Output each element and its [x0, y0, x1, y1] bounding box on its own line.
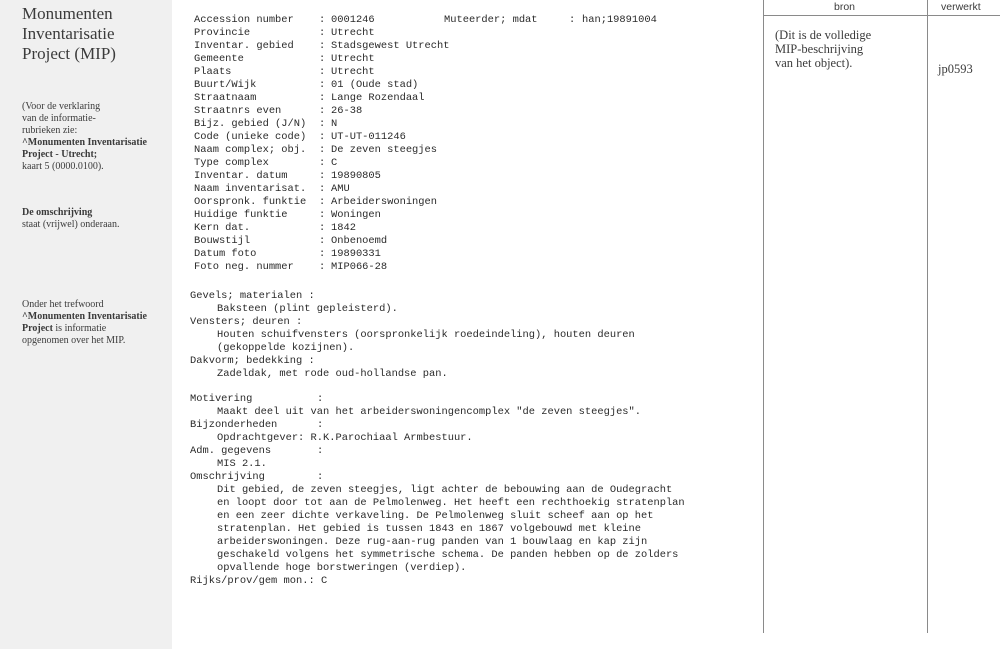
field-colon: : [319, 144, 326, 156]
field-colon: : [319, 79, 326, 91]
field-label: Oorspronk. funktie [194, 196, 307, 208]
field-value: 0001246 [331, 14, 375, 26]
field-colon: : [319, 14, 326, 26]
rijks-value: C [320, 575, 328, 587]
field-colon: : [319, 222, 326, 234]
record-row [188, 66, 758, 79]
field-label: Accession number [194, 14, 294, 26]
note-line: rubrieken zie: [22, 125, 78, 136]
field-value: Utrecht [331, 27, 375, 39]
note-line: staat (vrijwel) onderaan. [22, 219, 120, 230]
bron-line: van het object). [775, 56, 853, 70]
mutation-value: han;19891004 [582, 14, 657, 26]
field-label: Plaats [194, 66, 232, 78]
gevels-label: Gevels; materialen : [190, 290, 315, 302]
dak-label: Dakvorm; bedekking : [190, 355, 315, 367]
record-row [188, 92, 758, 105]
record-row [188, 261, 758, 274]
field-colon: : [319, 105, 326, 117]
vensters-label: Vensters; deuren : [190, 316, 303, 328]
note-line: Onder het trefwoord [22, 299, 104, 310]
bijzonderheden-label: Bijzonderheden : [190, 419, 324, 431]
field-value: AMU [331, 183, 350, 195]
note-omschrijving [22, 207, 172, 231]
field-label: Datum foto [194, 248, 257, 260]
field-value: Lange Rozendaal [331, 92, 425, 104]
mutation-label: Muteerder; mdat [444, 14, 538, 26]
title-line: Monumenten [22, 4, 113, 23]
record-row [188, 40, 758, 53]
title-line: Project (MIP) [22, 44, 116, 63]
omschrijving-label: Omschrijving : [190, 471, 324, 483]
dak-value: Zadeldak, met rode oud-hollandse pan. [217, 368, 448, 380]
record-row [188, 53, 758, 66]
field-label: Inventar. gebied [194, 40, 294, 52]
note-bold: ^Monumenten Inventarisatie [22, 137, 147, 148]
record-row [188, 144, 758, 157]
omschrijving-line: arbeiderswoningen. Deze rug-aan-rug panden van 1 bouwlaag en kap zijn [217, 536, 648, 548]
field-label: Buurt/Wijk [194, 79, 257, 91]
record-row [188, 170, 758, 183]
field-value: Utrecht [331, 66, 375, 78]
field-value: 19890805 [331, 170, 381, 182]
field-label: Code (unieke code) [194, 131, 307, 143]
field-value: Arbeiderswoningen [331, 196, 438, 208]
field-value: MIP066-28 [331, 261, 388, 273]
field-label: Bouwstijl [194, 235, 251, 247]
field-value: 1842 [331, 222, 356, 234]
field-label: Straatnrs even [194, 105, 282, 117]
field-value: Onbenoemd [331, 235, 388, 247]
field-value: 19890331 [331, 248, 381, 260]
field-colon: : [319, 170, 326, 182]
field-colon: : [319, 53, 326, 65]
vensters-value: Houten schuifvensters (oorspronkelijk roedeindeling), houten deuren [217, 329, 635, 341]
field-value: Utrecht [331, 53, 375, 65]
note-bold: Project - Utrecht; [22, 149, 98, 160]
omschrijving-line: en loopt door tot aan de Pelmolenweg. Het heeft een rechthoekig stratenplan [217, 497, 685, 509]
record-row [188, 79, 758, 92]
record-row [188, 118, 758, 131]
field-colon: : [319, 196, 326, 208]
field-value: UT-UT-011246 [331, 131, 406, 143]
note-line: opgenomen over het MIP. [22, 335, 126, 346]
verwerkt-header: verwerkt [941, 1, 981, 13]
bron-header: bron [834, 1, 856, 13]
omschrijving-line: geschakeld volgens het symmetrische schema. De panden hebben op de zolders [217, 549, 679, 561]
field-value: N [331, 118, 338, 130]
note-line: van de informatie- [22, 113, 96, 124]
field-colon: : [319, 248, 326, 260]
field-label: Bijz. gebied (J/N) [194, 118, 307, 130]
bijzonderheden-value: Opdrachtgever: R.K.Parochiaal Armbestuur. [217, 432, 473, 444]
record-row [188, 183, 758, 196]
field-label: Inventar. datum [194, 170, 288, 182]
field-value: C [331, 157, 338, 169]
record-fields [188, 14, 758, 274]
field-colon: : [319, 92, 326, 104]
adm-gegevens-label: Adm. gegevens : [190, 445, 324, 457]
note-bold: ^Monumenten Inventarisatie [22, 311, 147, 322]
motivering-label: Motivering : [190, 393, 324, 405]
details-section [190, 393, 685, 588]
materials-section [190, 290, 635, 381]
gevels-value: Baksteen (plint gepleisterd). [217, 303, 398, 315]
record-row [188, 131, 758, 144]
record-row [188, 196, 758, 209]
bron-line: (Dit is de volledige [775, 28, 872, 42]
field-colon: : [319, 183, 326, 195]
field-label: Huidige funktie [194, 209, 288, 221]
record-row [188, 14, 758, 27]
motivering-value: Maakt deel uit van het arbeiderswoningencomplex "de zeven steegjes". [217, 406, 642, 418]
adm-gegevens-value: MIS 2.1. [217, 458, 267, 470]
field-colon: : [319, 66, 326, 78]
bron-line: MIP-beschrijving [775, 42, 864, 56]
field-colon: : [319, 261, 326, 273]
field-label: Type complex [194, 157, 269, 169]
omschrijving-line: stratenplan. Het gebied is tussen 1843 en 1867 volgebouwd met kleine [217, 523, 642, 535]
rijks-label: Rijks/prov/gem mon.: C [190, 575, 328, 587]
record-row [188, 27, 758, 40]
field-value: 26-38 [331, 105, 363, 117]
record-row [188, 248, 758, 261]
omschrijving-line: Dit gebied, de zeven steegjes, ligt achter de bebouwing aan de Oudegracht [217, 484, 673, 496]
omschrijving-line: en een zeer dichte verkaveling. De Pelmolenweg sluit scheef aan op het [217, 510, 654, 522]
record-row [188, 105, 758, 118]
note-bold: De omschrijving [22, 207, 93, 218]
record-row [188, 235, 758, 248]
verwerkt-text: jp0593 [938, 62, 973, 76]
note-line: kaart 5 (0000.0100). [22, 161, 104, 172]
field-label: Straatnaam [194, 92, 257, 104]
field-colon: : [319, 209, 326, 221]
field-value: Stadsgewest Utrecht [331, 40, 450, 52]
record-row [188, 209, 758, 222]
note-inline: is informatie [52, 323, 107, 334]
title-line: Inventarisatie [22, 24, 115, 43]
note-informatie-rubrieken [22, 101, 172, 173]
column-divider-bron [763, 0, 764, 633]
field-colon: : [319, 157, 326, 169]
field-value: Woningen [331, 209, 381, 221]
omschrijving-line: opvallende hoge borstweringen (verdiep). [217, 562, 467, 574]
record-row [188, 222, 758, 235]
field-colon: : [319, 235, 326, 247]
field-label: Naam complex; obj. [194, 144, 307, 156]
field-value: De zeven steegjes [331, 144, 438, 156]
note-trefwoord [22, 299, 172, 347]
note-bold: Project [22, 323, 53, 334]
field-colon: : [319, 27, 326, 39]
field-colon: : [319, 118, 326, 130]
mutation-colon: : [569, 14, 576, 26]
header-rule [763, 15, 1000, 16]
field-label: Kern dat. [194, 222, 251, 234]
note-line: (Voor de verklaring [22, 101, 101, 112]
bron-text [775, 28, 925, 70]
field-value: 01 (Oude stad) [331, 79, 419, 91]
field-colon: : [319, 40, 326, 52]
field-label: Foto neg. nummer [194, 261, 294, 273]
column-divider-verwerkt [927, 0, 928, 633]
vensters-value: (gekoppelde kozijnen). [217, 342, 355, 354]
field-label: Gemeente [194, 53, 244, 65]
sidebar-title [22, 4, 172, 64]
record-row [188, 157, 758, 170]
field-label: Naam inventarisat. [194, 183, 307, 195]
field-label: Provincie [194, 27, 251, 39]
field-colon: : [319, 131, 326, 143]
